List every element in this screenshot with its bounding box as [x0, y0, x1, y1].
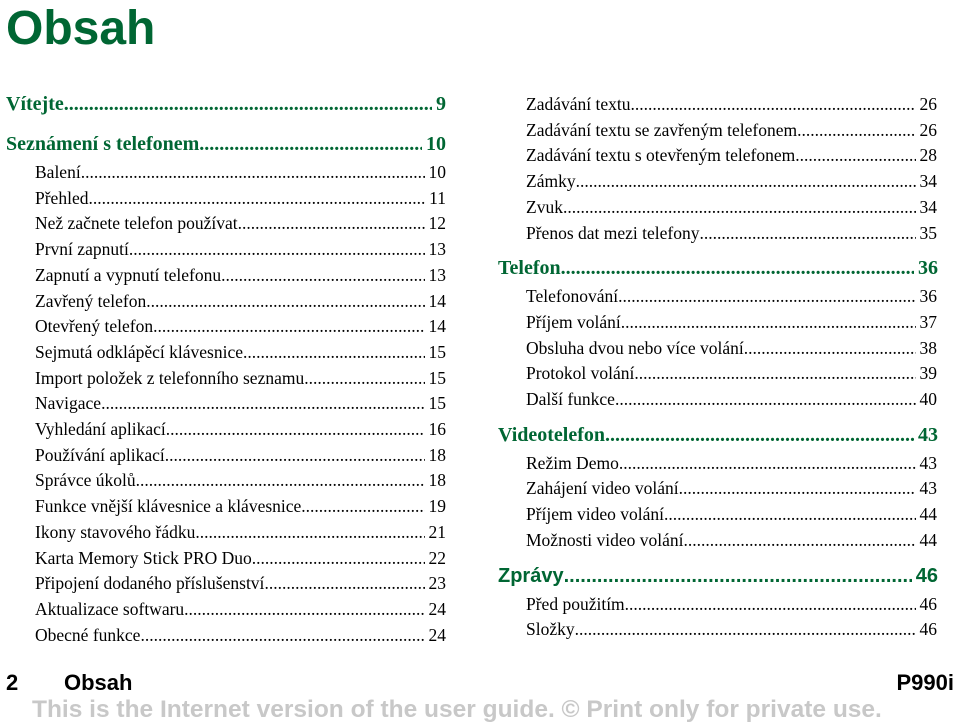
toc-entry[interactable] — [498, 310, 937, 336]
toc-page-number: 19 — [428, 496, 446, 517]
toc-entry-label: První zapnutí — [35, 239, 129, 260]
toc-entry[interactable] — [498, 451, 937, 477]
toc-page-number: 12 — [428, 213, 446, 234]
toc-entry-label: Přenos dat mezi telefony — [526, 222, 700, 243]
toc-page-number: 15 — [428, 341, 446, 362]
toc-entry-label: Telefonování — [526, 286, 619, 307]
toc-entry-label: Funkce vnější klávesnice a klávesnice — [35, 496, 302, 517]
toc-entry[interactable] — [6, 546, 446, 572]
dot-leader — [101, 391, 424, 417]
toc-page-number: 21 — [428, 521, 446, 542]
dot-leader — [683, 528, 915, 554]
toc-entry-label: Možnosti video volání — [526, 529, 684, 550]
toc-page-number: 46 — [919, 593, 937, 614]
toc-entry-label: Další funkce — [526, 389, 615, 410]
toc-entry[interactable] — [6, 597, 446, 623]
toc-page-number: 40 — [919, 389, 937, 410]
toc-page-number: 9 — [436, 93, 446, 115]
toc-entry-label: Zadávání textu — [526, 94, 631, 114]
toc-entry-label: Přehled — [35, 187, 89, 208]
toc-page-number: 36 — [918, 257, 938, 280]
toc-entry-label: Zadávání textu s otevřeným telefonem — [526, 145, 796, 166]
dot-leader — [605, 420, 914, 450]
toc-page-number: 16 — [428, 419, 446, 440]
toc-entry[interactable] — [6, 571, 446, 597]
toc-entry[interactable] — [6, 520, 446, 546]
toc-page-number: 14 — [428, 316, 446, 337]
toc-entry-label: Používání aplikací — [35, 444, 165, 465]
toc-page-number: 35 — [919, 222, 937, 243]
dot-leader — [625, 592, 916, 618]
toc-section[interactable] — [498, 561, 938, 591]
toc-entry[interactable] — [498, 476, 937, 502]
toc-entry[interactable] — [498, 387, 937, 413]
toc-entry-label: Videotelefon — [498, 423, 606, 446]
toc-page-number: 14 — [428, 290, 446, 311]
toc-entry-label: Obsluha dvou nebo více volání — [526, 337, 744, 358]
toc-right-column — [498, 92, 938, 643]
toc-entry[interactable] — [6, 211, 446, 237]
toc-entry-label: Vítejte — [6, 93, 64, 115]
toc-page-number: 43 — [918, 423, 938, 446]
toc-entry-label: Zavřený telefon — [35, 290, 147, 311]
dot-leader — [136, 468, 425, 494]
dot-leader — [615, 387, 916, 413]
toc-page-number: 18 — [428, 444, 446, 465]
toc-entry[interactable] — [6, 314, 446, 340]
toc-page-number: 43 — [919, 478, 937, 499]
toc-page-number: 24 — [428, 598, 446, 619]
toc-page-number: 44 — [919, 504, 937, 525]
toc-page-number: 46 — [919, 619, 937, 640]
toc-entry-label: Obecné funkce — [35, 624, 141, 645]
toc-entry[interactable] — [6, 186, 446, 212]
toc-entry[interactable] — [498, 592, 937, 618]
toc-entry[interactable] — [6, 623, 446, 649]
dot-leader — [221, 263, 424, 289]
toc-entry-label: Ikony stavového řádku — [35, 521, 196, 542]
toc-section[interactable] — [6, 130, 446, 158]
dot-leader — [140, 623, 424, 649]
dot-leader — [243, 340, 425, 366]
dot-leader — [252, 546, 425, 572]
toc-entry[interactable] — [6, 417, 446, 443]
toc-entry[interactable] — [6, 443, 446, 469]
toc-entry-label: Otevřený telefon — [35, 316, 154, 337]
toc-entry[interactable] — [498, 502, 937, 528]
toc-entry-label: Sejmutá odklápěcí klávesnice — [35, 341, 243, 362]
toc-entry-label: Aktualizace softwaru — [35, 598, 185, 619]
toc-entry[interactable] — [498, 118, 937, 144]
toc-entry[interactable] — [498, 195, 937, 221]
toc-entry-label: Import položek z telefonního seznamu — [35, 367, 305, 388]
toc-page-number: 43 — [919, 452, 937, 473]
toc-page-number: 44 — [919, 529, 937, 550]
toc-entry-label: Protokol volání — [526, 363, 635, 384]
toc-page-number: 11 — [429, 187, 446, 208]
dot-leader — [199, 130, 422, 158]
toc-entry-label: Připojení dodaného příslušenství — [35, 573, 265, 594]
toc-entry-label: Režim Demo — [526, 452, 619, 473]
toc-page-number: 26 — [919, 119, 937, 140]
dot-leader — [195, 520, 424, 546]
toc-page-number: 13 — [428, 264, 446, 285]
toc-entry-label: Vyhledání aplikací — [35, 419, 166, 440]
dot-leader — [184, 597, 424, 623]
toc-page-number: 24 — [428, 624, 446, 645]
toc-entry-label: Zapnutí a vypnutí telefonu — [35, 264, 222, 285]
toc-entry[interactable] — [6, 340, 446, 366]
toc-entry[interactable] — [498, 284, 937, 310]
toc-page-number: 34 — [919, 196, 937, 217]
toc-entry[interactable] — [498, 528, 937, 554]
dot-leader — [88, 186, 425, 212]
toc-page-number: 38 — [919, 337, 937, 358]
toc-page-number: 15 — [428, 367, 446, 388]
toc-entry-label: Navigace — [35, 393, 102, 414]
toc-entry[interactable] — [6, 237, 446, 263]
toc-entry-label: Správce úkolů — [35, 470, 136, 491]
dot-leader — [619, 451, 916, 477]
toc-section[interactable] — [6, 90, 446, 118]
toc-entry[interactable] — [498, 143, 937, 169]
toc-page-number: 23 — [428, 573, 446, 594]
toc-entry[interactable] — [6, 468, 446, 494]
dot-leader — [264, 571, 424, 597]
toc-entry-label: Seznámení s telefonem — [6, 133, 200, 155]
dot-leader — [166, 417, 425, 443]
toc-page-number: 18 — [428, 470, 446, 491]
toc-entry[interactable] — [6, 160, 446, 186]
toc-section[interactable] — [498, 420, 938, 450]
toc-entry[interactable] — [498, 221, 937, 247]
toc-entry[interactable] — [498, 617, 937, 643]
toc-entry[interactable] — [6, 289, 446, 315]
page-title: Obsah — [6, 2, 156, 55]
toc-entry-label: Balení — [35, 162, 81, 182]
toc-entry-label: Než začnete telefon používat — [35, 213, 238, 234]
dot-leader — [153, 314, 424, 340]
toc-entry-label: Zvuk — [526, 196, 563, 217]
dot-leader — [563, 195, 916, 221]
toc-page-number: 13 — [428, 239, 446, 260]
toc-page-number: 22 — [428, 547, 446, 568]
toc-entry-label: Zámky — [526, 171, 576, 192]
dot-leader — [81, 160, 425, 186]
toc-page-number: 10 — [428, 162, 446, 182]
dot-leader — [64, 90, 432, 118]
dot-leader — [576, 169, 916, 195]
toc-page-number: 46 — [915, 564, 938, 587]
toc-page-number: 28 — [919, 145, 937, 166]
toc-page-number: 36 — [919, 286, 937, 307]
dot-leader — [165, 443, 425, 469]
dot-leader — [621, 310, 916, 336]
dot-leader — [238, 211, 425, 237]
toc-page-number: 26 — [919, 94, 937, 114]
toc-left-column — [6, 90, 446, 648]
toc-entry[interactable] — [498, 92, 937, 118]
dot-leader — [744, 336, 916, 362]
dot-leader — [304, 366, 424, 392]
toc-entry[interactable] — [498, 336, 937, 362]
toc-page-number: 34 — [919, 171, 937, 192]
toc-entry-label: Telefon — [498, 257, 561, 280]
footer-section-title: Obsah — [64, 670, 133, 695]
toc-entry-label: Před použitím — [526, 593, 625, 614]
toc-entry-label: Složky — [526, 619, 575, 640]
dot-leader — [795, 143, 915, 169]
toc-entry[interactable] — [6, 263, 446, 289]
dot-leader — [679, 476, 916, 502]
toc-entry-label: Zprávy — [498, 564, 564, 587]
toc-entry[interactable] — [6, 366, 446, 392]
toc-entry-label: Příjem volání — [526, 311, 621, 332]
toc-entry-label: Karta Memory Stick PRO Duo — [35, 547, 252, 568]
footer-page-number: 2 — [6, 670, 19, 695]
dot-leader — [700, 221, 916, 247]
toc-page-number: 15 — [428, 393, 446, 414]
dot-leader — [575, 617, 916, 643]
dot-leader — [561, 253, 914, 283]
toc-entry-label: Zahájení video volání — [526, 478, 679, 499]
dot-leader — [564, 561, 912, 591]
dot-leader — [618, 284, 915, 310]
dot-leader — [301, 494, 424, 520]
dot-leader — [664, 502, 915, 528]
dot-leader — [797, 118, 915, 144]
dot-leader — [129, 237, 425, 263]
toc-page-number: 37 — [919, 311, 937, 332]
dot-leader — [630, 92, 915, 118]
toc-entry[interactable] — [6, 391, 446, 417]
toc-page-number: 10 — [426, 133, 446, 155]
toc-entry[interactable] — [6, 494, 446, 520]
toc-entry[interactable] — [498, 169, 937, 195]
toc-entry-label: Zadávání textu se zavřeným telefonem — [526, 119, 798, 140]
dot-leader — [634, 361, 915, 387]
usage-notice: This is the Internet version of the user guide. © Print only for private use. — [32, 696, 882, 723]
toc-section[interactable] — [498, 253, 938, 283]
toc-entry-label: Příjem video volání — [526, 504, 665, 525]
dot-leader — [146, 289, 424, 315]
toc-entry[interactable] — [498, 361, 937, 387]
footer-model: P990i — [896, 670, 954, 695]
toc-page-number: 39 — [919, 363, 937, 384]
